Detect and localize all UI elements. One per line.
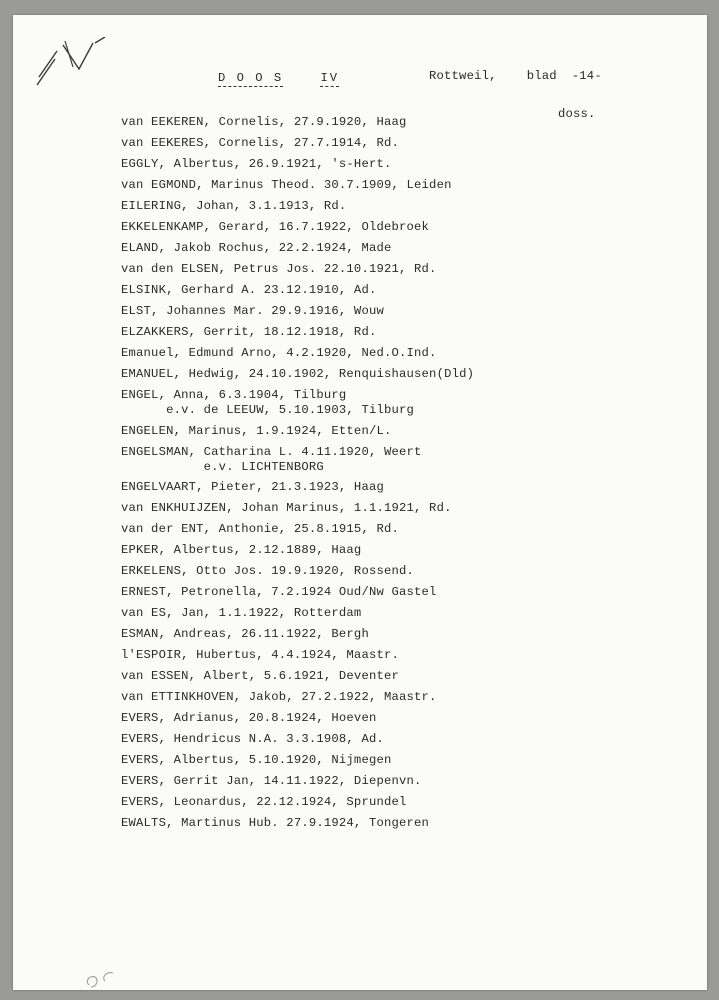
list-item: EVERS, Albertus, 5.10.1920, Nijmegen bbox=[121, 753, 392, 767]
list-item: ENGELEN, Marinus, 1.9.1924, Etten/L. bbox=[121, 424, 392, 438]
list-item: ENGELSMAN, Catharina L. 4.11.1920, Weert bbox=[121, 445, 422, 459]
list-item: EWALTS, Martinus Hub. 27.9.1924, Tongeren bbox=[121, 816, 430, 830]
list-item: van EGMOND, Marinus Theod. 30.7.1909, Leiden bbox=[121, 178, 452, 192]
list-item: ELSINK, Gerhard A. 23.12.1910, Ad. bbox=[121, 283, 377, 297]
list-item: e.v. LICHTENBORG bbox=[121, 460, 324, 474]
box-title: D O O S IV bbox=[218, 71, 340, 85]
list-item: van den ELSEN, Petrus Jos. 22.10.1921, Rd. bbox=[121, 262, 437, 276]
list-item: ERKELENS, Otto Jos. 19.9.1920, Rossend. bbox=[121, 564, 415, 578]
place-and-sheet: Rottweil, blad -14- bbox=[429, 69, 602, 83]
list-item: EVERS, Leonardus, 22.12.1924, Sprundel bbox=[121, 795, 407, 809]
list-item: EGGLY, Albertus, 26.9.1921, 's-Hert. bbox=[121, 157, 392, 171]
list-item: EMANUEL, Hedwig, 24.10.1902, Renquishausen(Dld) bbox=[121, 367, 475, 381]
list-item: ERNEST, Petronella, 7.2.1924 Oud/Nw Gastel bbox=[121, 585, 437, 599]
document-page bbox=[13, 15, 707, 990]
list-item: EILERING, Johan, 3.1.1913, Rd. bbox=[121, 199, 347, 213]
list-item: EPKER, Albertus, 2.12.1889, Haag bbox=[121, 543, 362, 557]
pencil-mark-icon bbox=[83, 963, 133, 993]
list-item: Emanuel, Edmund Arno, 4.2.1920, Ned.O.Ind. bbox=[121, 346, 437, 360]
list-item: EVERS, Adrianus, 20.8.1924, Hoeven bbox=[121, 711, 377, 725]
handwritten-roman-numeral-mark bbox=[35, 37, 115, 97]
list-item: van ENKHUIJZEN, Johan Marinus, 1.1.1921, Rd. bbox=[121, 501, 452, 515]
list-item: van EEKERES, Cornelis, 27.7.1914, Rd. bbox=[121, 136, 400, 150]
list-item: ENGEL, Anna, 6.3.1904, Tilburg bbox=[121, 388, 347, 402]
list-item: van der ENT, Anthonie, 25.8.1915, Rd. bbox=[121, 522, 400, 536]
list-item: ELST, Johannes Mar. 29.9.1916, Wouw bbox=[121, 304, 384, 318]
list-item: ESMAN, Andreas, 26.11.1922, Bergh bbox=[121, 627, 369, 641]
list-item: e.v. de LEEUW, 5.10.1903, Tilburg bbox=[121, 403, 415, 417]
list-item: EKKELENKAMP, Gerard, 16.7.1922, Oldebroek bbox=[121, 220, 430, 234]
list-item: ELAND, Jakob Rochus, 22.2.1924, Made bbox=[121, 241, 392, 255]
list-item: ELZAKKERS, Gerrit, 18.12.1918, Rd. bbox=[121, 325, 377, 339]
list-item: van ETTINKHOVEN, Jakob, 27.2.1922, Maastr. bbox=[121, 690, 437, 704]
list-item: ENGELVAART, Pieter, 21.3.1923, Haag bbox=[121, 480, 384, 494]
doss-label: doss. bbox=[558, 107, 596, 121]
list-item: van ESSEN, Albert, 5.6.1921, Deventer bbox=[121, 669, 400, 683]
list-item: van EEKEREN, Cornelis, 27.9.1920, Haag bbox=[121, 115, 407, 129]
list-item: l'ESPOIR, Hubertus, 4.4.1924, Maastr. bbox=[121, 648, 400, 662]
list-item: EVERS, Hendricus N.A. 3.3.1908, Ad. bbox=[121, 732, 384, 746]
list-item: van ES, Jan, 1.1.1922, Rotterdam bbox=[121, 606, 362, 620]
list-item: EVERS, Gerrit Jan, 14.11.1922, Diepenvn. bbox=[121, 774, 422, 788]
